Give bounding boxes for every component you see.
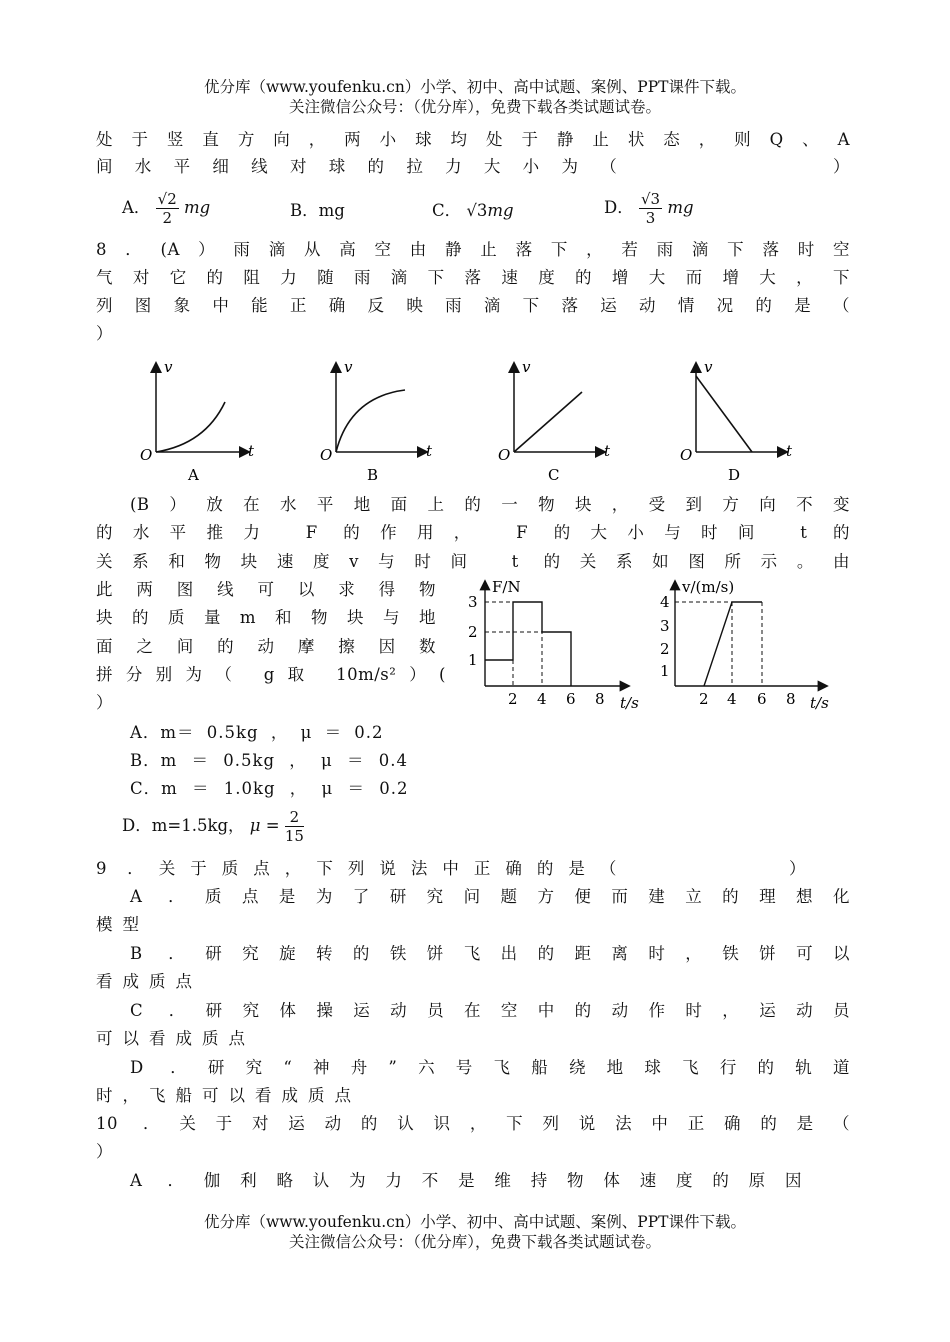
header-line-1: 优分库（www.youfenku.cn）小学、初中、高中试题、案例、PPT课件下载。 (203, 78, 747, 96)
q8b-line-6: 面之间的动摩擦因数 (96, 637, 436, 656)
q9-line-1: 9 ．关于质点，下列说法中正确的是（ ） (96, 859, 806, 878)
q8b-option-d-numerator: 2 (285, 808, 304, 827)
q7-option-a-unit: mg (184, 198, 211, 217)
q8b-line-3: 关系和物块速度v与时间 t 的关系如图所示。由 (96, 552, 850, 571)
q8b-option-a: A．m＝ 0.5kg ， μ ＝ 0.2 (130, 723, 384, 742)
q8a-line-2: 气对它的阻力随雨滴下落速度的增大而增大，下 (96, 268, 850, 287)
q9-option-c-1: C ．研究体操运动员在空中的动作时，运动员 (130, 1001, 850, 1020)
q7-option-a-fraction (156, 190, 179, 227)
graph-c-t: t (604, 442, 611, 460)
graph-a-v: v (164, 358, 173, 376)
graph-a-curve (156, 402, 225, 452)
q8b-option-d-fraction (285, 808, 304, 845)
force-xtick-8: 8 (595, 690, 605, 708)
force-xtick-2: 2 (508, 690, 518, 708)
graph-a (140, 358, 255, 484)
velocity-ytick-3: 3 (660, 617, 670, 635)
velocity-xtick-6: 6 (757, 690, 767, 708)
graph-c-origin: O (498, 446, 511, 464)
velocity-line (704, 602, 762, 686)
q7-option-c (432, 200, 514, 222)
q10-line-1: 10 ．关于对运动的认识，下列说法中正确的是（ (96, 1114, 850, 1133)
q8b-line-8: ） (96, 693, 113, 712)
q10-line-2: ） (96, 1142, 113, 1161)
q8b-option-d-prefix: D．m=1.5kg， (122, 816, 245, 835)
q10-option-a: A ．伽利略认为力不是维持物体速度的原因 (130, 1171, 802, 1190)
q8b-option-d-denominator: 15 (284, 827, 304, 845)
velocity-xtick-4: 4 (727, 690, 737, 708)
q7-option-d (604, 190, 694, 227)
graph-b-origin: O (320, 446, 333, 464)
velocity-graph-xlabel: t/s (810, 694, 829, 712)
q8b-option-c: C．m ＝ 1.0kg ， μ ＝ 0.2 (130, 779, 409, 798)
q8b-line-4: 此两图线可以求得物 (96, 580, 436, 599)
velocity-ytick-2: 2 (660, 640, 670, 658)
q9-option-b-2: 看成质点 (96, 972, 202, 991)
q8b-line-5: 块的质量m和物块与地 (96, 608, 436, 627)
graph-b (320, 358, 433, 484)
graph-b-curve (336, 390, 405, 452)
velocity-xtick-2: 2 (699, 690, 709, 708)
graph-b-label: B (367, 466, 379, 484)
graph-a-origin: O (140, 446, 153, 464)
q9-option-c-2: 可以看成质点 (96, 1029, 255, 1048)
velocity-xtick-8: 8 (786, 690, 796, 708)
force-xtick-6: 6 (566, 690, 576, 708)
force-ytick-2: 2 (468, 623, 478, 641)
q7-option-a-denominator: 2 (162, 209, 172, 227)
velocity-ytick-1: 1 (660, 662, 670, 680)
force-time-graph (468, 578, 639, 712)
q8a-line-4: ） (96, 324, 113, 343)
graph-c-label: C (548, 466, 560, 484)
velocity-ytick-4: 4 (660, 593, 670, 611)
q7-option-c-unit: mg (487, 201, 514, 220)
q7-option-a-prefix: A． (122, 198, 151, 217)
rain-graphs (130, 352, 810, 488)
q7-option-d-numerator: √3 (640, 190, 661, 208)
q8b-option-d (122, 808, 304, 845)
force-graph-xlabel: t/s (620, 694, 639, 712)
graph-c-v: v (522, 358, 531, 376)
q9-option-b-1: B ．研究旋转的铁饼飞出的距离时，铁饼可以 (130, 944, 850, 963)
q7-line-2: 间水平细线对球的拉力大小为（ ） (96, 157, 850, 176)
force-xtick-4: 4 (537, 690, 547, 708)
footer-line-2: 关注微信公众号：（优分库），免费下载各类试题试卷。 (288, 1233, 661, 1251)
q8b-line-2: 的水平推力 F 的作用， F 的大小与时间 t 的 (96, 523, 850, 542)
footer-line-1: 优分库（www.youfenku.cn）小学、初中、高中试题、案例、PPT课件下载。 (203, 1213, 747, 1231)
graph-b-t: t (426, 442, 433, 460)
graph-d-label: D (728, 466, 741, 484)
q7-option-c-value: √3 (466, 201, 488, 220)
graph-a-label: A (188, 466, 199, 484)
graph-d-line (696, 376, 752, 452)
graph-b-v: v (344, 358, 353, 376)
force-step-line (485, 602, 571, 686)
q8a-line-1: 8．(A）雨滴从高空由静止落下，若雨滴下落时空 (96, 240, 850, 259)
force-graph-ylabel: F/N (492, 578, 521, 596)
q7-option-d-denominator: 3 (645, 209, 656, 227)
graph-d-origin: O (680, 446, 693, 464)
q8b-option-b: B．m ＝ 0.5kg ， μ ＝ 0.4 (130, 751, 409, 770)
q7-option-b: B．mg (290, 201, 345, 220)
q7-option-d-prefix: D． (604, 198, 634, 217)
velocity-time-graph (660, 578, 829, 712)
graph-d-v: v (704, 358, 713, 376)
q8b-option-d-mu: μ = (249, 816, 280, 835)
q8b-line-1: (B）放在水平地面上的一物块，受到方向不变 (130, 495, 850, 514)
force-ytick-1: 1 (468, 651, 478, 669)
q9-option-a-2: 模型 (96, 915, 149, 934)
q8b-line-7: 拼分别为（ g取 10m/s²）( (96, 665, 446, 684)
q9-option-d-1: D ．研究“神舟”六号飞船绕地球飞行的轨道 (130, 1058, 850, 1077)
force-ytick-3: 3 (468, 593, 478, 611)
q7-option-a-numerator: √2 (157, 190, 177, 208)
graph-c-line (514, 392, 582, 452)
velocity-graph-ylabel: v/(m/s) (682, 578, 735, 596)
q9-option-a-1: A ．质点是为了研究问题方便而建立的理想化 (130, 887, 850, 906)
q7-option-a (122, 190, 210, 227)
q8a-line-3: 列图象中能正确反映雨滴下落运动情况的是（ (96, 296, 850, 315)
q7-option-c-prefix: C． (432, 201, 462, 220)
graph-d-t: t (786, 442, 793, 460)
q9-option-d-2: 时，飞船可以看成质点 (96, 1086, 361, 1105)
graph-c (498, 358, 611, 484)
graph-d (680, 358, 793, 484)
q7-option-d-unit: mg (667, 198, 694, 217)
q7-option-d-fraction (639, 190, 662, 227)
q7-line-1: 处于竖直方向，两小球均处于静止状态，则Q、A (96, 130, 850, 149)
force-velocity-graphs (460, 574, 850, 714)
header-line-2: 关注微信公众号：（优分库），免费下载各类试题试卷。 (288, 98, 661, 116)
graph-a-t: t (248, 442, 255, 460)
